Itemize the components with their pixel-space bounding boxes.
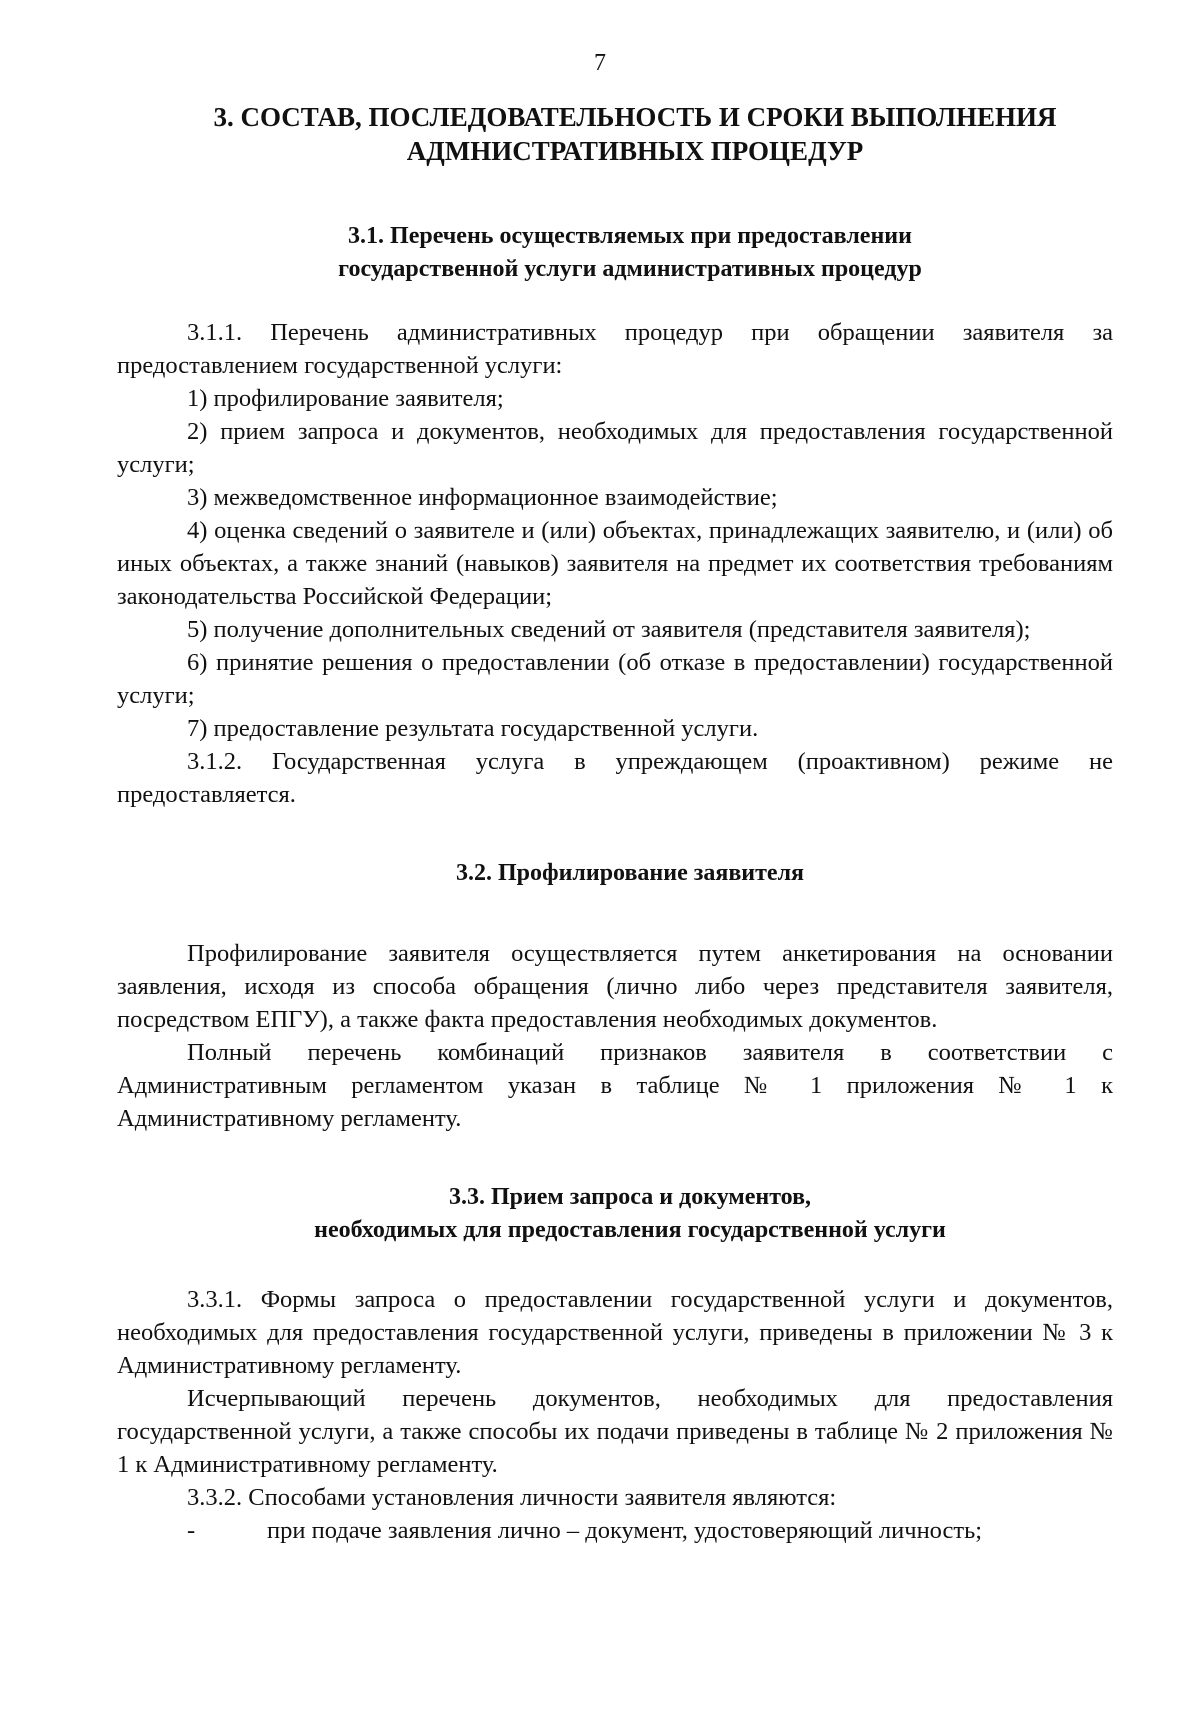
bullet-item [117,1514,1113,1547]
section-3-3-title-line-2: необходимых для предоставления государственной услуги [314,1217,946,1243]
paragraph-3-3-2: 3.3.2. Способами установления личности заявителя являются: [187,1484,837,1511]
paragraph-3-1-2: 3.1.2. Государственная услуга в упреждающем (проактивном) режиме не предоставляется. [117,748,1113,808]
section-3-3-heading [117,1181,1113,1247]
list-item-4: 4) оценка сведений о заявителе и (или) объектах, принадлежащих заявителю, и (или) об иных объектах, а также знаний (навыков) заявителя на предмет их соответствия требованиям законодательства Российской Федерации; [117,517,1113,610]
section-3-1-body [117,316,1113,811]
paragraph-combinations: Полный перечень комбинаций признаков заявителя в соответствии с Административным регламентом указан в таблице № 1 приложения № 1 к Административному регламенту. [117,1039,1113,1132]
list-item-3: 3) межведомственное информационное взаимодействие; [187,484,778,511]
section-3-1-heading [117,220,1113,286]
section-3-2-body [117,937,1113,1135]
section-3-2-title: 3.2. Профилирование заявителя [455,860,805,886]
section-3-3-body [117,1283,1113,1547]
list-item-1: 1) профилирование заявителя; [187,385,504,412]
list-item-5: 5) получение дополнительных сведений от заявителя (представителя заявителя); [187,616,1031,643]
section-3-1-title-line-1: 3.1. Перечень осуществляемых при предоставлении [348,223,912,249]
page-number: 7 [594,50,606,76]
list-item-6: 6) принятие решения о предоставлении (об отказе в предоставлении) государственной услуги; [117,649,1113,709]
bullet-text: при подаче заявления лично – документ, удостоверяющий личность; [267,1517,983,1544]
section-3-3-title-line-1: 3.3. Прием запроса и документов, [448,1184,812,1210]
paragraph-profiling: Профилирование заявителя осуществляется путем анкетирования на основании заявления, исходя из способа обращения (лично либо через представителя заявителя, посредством ЕПГУ), а также факта предоставления необходимых документов. [117,940,1113,1033]
section-3-title-line-1: 3. СОСТАВ, ПОСЛЕДОВАТЕЛЬНОСТЬ И СРОКИ ВЫПОЛНЕНИЯ [213,102,1057,132]
paragraph-3-3-1: 3.3.1. Формы запроса о предоставлении государственной услуги и документов, необходимых для предоставления государственной услуги, приведены в приложении № 3 к Административному регламенту. [117,1286,1113,1379]
section-3-1-title-line-2: государственной услуги административных процедур [338,256,922,282]
list-item-7: 7) предоставление результата государственной услуги. [187,715,759,742]
paragraph-3-1-1: 3.1.1. Перечень административных процедур при обращении заявителя за предоставлением государственной услуги: [117,319,1113,379]
paragraph-documents-list: Исчерпывающий перечень документов, необходимых для предоставления государственной услуги, а также способы их подачи приведены в таблице № 2 приложения № 1 к Административному регламенту. [117,1385,1113,1478]
section-3-title-line-2: АДМНИСТРАТИВНЫХ ПРОЦЕДУР [406,136,864,166]
section-3-heading [117,100,1113,168]
list-item-2: 2) прием запроса и документов, необходимых для предоставления государственной услуги; [117,418,1113,478]
bullet-dash: - [187,1517,196,1544]
page-content [117,100,1113,1547]
